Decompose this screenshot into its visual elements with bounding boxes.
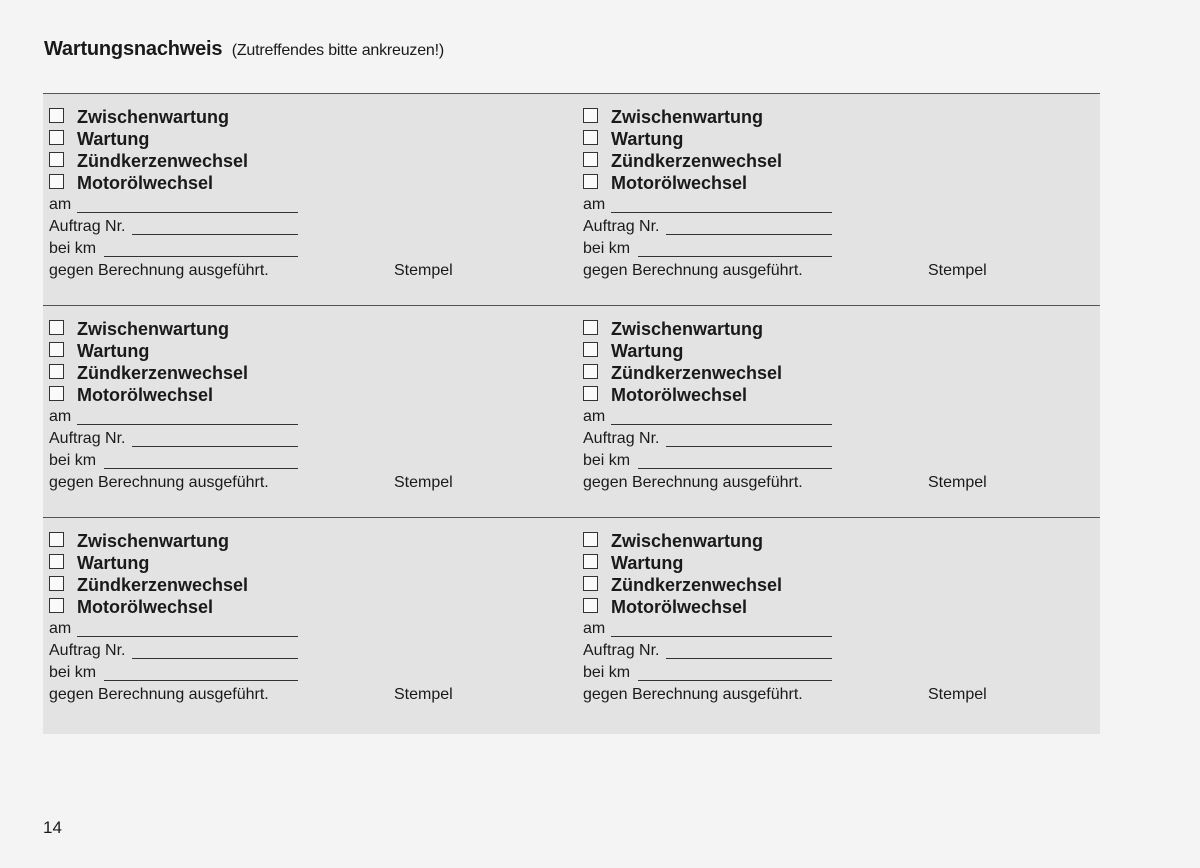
entry-footer bbox=[48, 260, 548, 282]
checkbox-zuendkerzenwechsel[interactable] bbox=[48, 574, 548, 596]
billing-text: gegen Berechnung ausgeführt. bbox=[49, 262, 269, 279]
billing-text: gegen Berechnung ausgeführt. bbox=[583, 474, 803, 491]
checkbox-label: Zündkerzenwechsel bbox=[77, 575, 249, 595]
checkbox-wartung[interactable] bbox=[48, 340, 548, 362]
checkbox-label: Zündkerzenwechsel bbox=[77, 363, 249, 383]
date-label: am bbox=[583, 408, 606, 425]
mileage-field[interactable] bbox=[48, 238, 548, 260]
checkbox-box[interactable] bbox=[49, 174, 64, 189]
checkbox-box[interactable] bbox=[49, 554, 64, 569]
date-line[interactable] bbox=[611, 424, 832, 425]
mileage-line[interactable] bbox=[638, 680, 832, 681]
checkbox-zuendkerzenwechsel[interactable] bbox=[48, 362, 548, 384]
date-field[interactable] bbox=[48, 618, 548, 640]
checkbox-zuendkerzenwechsel[interactable] bbox=[48, 150, 548, 172]
mileage-field[interactable] bbox=[48, 450, 548, 472]
checkbox-box[interactable] bbox=[583, 152, 598, 167]
checkbox-label: Motorölwechsel bbox=[77, 385, 214, 405]
checkbox-label: Zwischenwartung bbox=[77, 107, 230, 127]
date-line[interactable] bbox=[77, 212, 298, 213]
checkbox-label: Wartung bbox=[611, 129, 684, 149]
checkbox-zwischenwartung[interactable] bbox=[582, 318, 1082, 340]
order-number-line[interactable] bbox=[666, 658, 832, 659]
checkbox-zwischenwartung[interactable] bbox=[582, 530, 1082, 552]
billing-text: gegen Berechnung ausgeführt. bbox=[49, 686, 269, 703]
checkbox-label: Zündkerzenwechsel bbox=[611, 575, 783, 595]
date-field[interactable] bbox=[582, 618, 1082, 640]
date-line[interactable] bbox=[77, 424, 298, 425]
mileage-field[interactable] bbox=[582, 238, 1082, 260]
checkbox-box[interactable] bbox=[583, 386, 598, 401]
checkbox-box[interactable] bbox=[49, 320, 64, 335]
checkbox-label: Motorölwechsel bbox=[77, 173, 214, 193]
billing-text: gegen Berechnung ausgeführt. bbox=[49, 474, 269, 491]
checkbox-zwischenwartung[interactable] bbox=[582, 106, 1082, 128]
checkbox-zuendkerzenwechsel[interactable] bbox=[582, 150, 1082, 172]
checkbox-wartung[interactable] bbox=[48, 552, 548, 574]
checkbox-box[interactable] bbox=[49, 108, 64, 123]
order-number-line[interactable] bbox=[666, 234, 832, 235]
checkbox-label: Zündkerzenwechsel bbox=[77, 151, 249, 171]
stamp-label: Stempel bbox=[928, 686, 987, 703]
checkbox-zwischenwartung[interactable] bbox=[48, 106, 548, 128]
mileage-label: bei km bbox=[49, 240, 97, 257]
checkbox-motoroelwechsel[interactable] bbox=[48, 172, 548, 194]
checkbox-box[interactable] bbox=[49, 386, 64, 401]
checkbox-box[interactable] bbox=[583, 174, 598, 189]
checkbox-zwischenwartung[interactable] bbox=[48, 318, 548, 340]
mileage-line[interactable] bbox=[638, 256, 832, 257]
stamp-label: Stempel bbox=[928, 474, 987, 491]
checkbox-label: Zwischenwartung bbox=[611, 531, 764, 551]
mileage-label: bei km bbox=[583, 240, 631, 257]
checkbox-zwischenwartung[interactable] bbox=[48, 530, 548, 552]
checkbox-box[interactable] bbox=[583, 108, 598, 123]
date-label: am bbox=[49, 196, 72, 213]
date-line[interactable] bbox=[611, 636, 832, 637]
stamp-label: Stempel bbox=[394, 262, 453, 279]
order-number-line[interactable] bbox=[132, 446, 298, 447]
checkbox-box[interactable] bbox=[583, 598, 598, 613]
checkbox-label: Zwischenwartung bbox=[77, 531, 230, 551]
checkbox-label: Zwischenwartung bbox=[611, 107, 764, 127]
billing-text: gegen Berechnung ausgeführt. bbox=[583, 262, 803, 279]
checkbox-label: Motorölwechsel bbox=[77, 597, 214, 617]
stamp-label: Stempel bbox=[928, 262, 987, 279]
mileage-line[interactable] bbox=[104, 256, 298, 257]
checkbox-motoroelwechsel[interactable] bbox=[582, 596, 1082, 618]
order-number-field[interactable] bbox=[48, 216, 548, 238]
mileage-line[interactable] bbox=[104, 680, 298, 681]
date-field[interactable] bbox=[582, 194, 1082, 216]
checkbox-zuendkerzenwechsel[interactable] bbox=[582, 574, 1082, 596]
maintenance-row bbox=[43, 518, 1100, 729]
date-field[interactable] bbox=[48, 406, 548, 428]
order-number-line[interactable] bbox=[132, 234, 298, 235]
title-text: Wartungsnachweis bbox=[44, 38, 223, 60]
checkbox-box[interactable] bbox=[49, 152, 64, 167]
date-label: am bbox=[583, 196, 606, 213]
entry-footer bbox=[48, 684, 548, 706]
checkbox-box[interactable] bbox=[49, 364, 64, 379]
checkbox-label: Motorölwechsel bbox=[611, 597, 748, 617]
checkbox-box[interactable] bbox=[583, 342, 598, 357]
mileage-line[interactable] bbox=[638, 468, 832, 469]
checkbox-box[interactable] bbox=[49, 532, 64, 547]
checkbox-motoroelwechsel[interactable] bbox=[48, 384, 548, 406]
checkbox-label: Wartung bbox=[77, 129, 150, 149]
stamp-label: Stempel bbox=[394, 474, 453, 491]
checkbox-box[interactable] bbox=[49, 130, 64, 145]
billing-text: gegen Berechnung ausgeführt. bbox=[583, 686, 803, 703]
maintenance-grid bbox=[43, 93, 1100, 734]
page-number: 14 bbox=[43, 818, 62, 837]
checkbox-box[interactable] bbox=[49, 342, 64, 357]
entry-footer bbox=[582, 684, 1082, 706]
date-label: am bbox=[49, 620, 72, 637]
maintenance-entry bbox=[48, 318, 548, 513]
maintenance-entry bbox=[582, 106, 1082, 301]
date-line[interactable] bbox=[611, 212, 832, 213]
entry-footer bbox=[582, 472, 1082, 494]
maintenance-row bbox=[43, 306, 1100, 518]
order-number-field[interactable] bbox=[582, 216, 1082, 238]
mileage-label: bei km bbox=[583, 452, 631, 469]
checkbox-wartung[interactable] bbox=[48, 128, 548, 150]
maintenance-entry bbox=[48, 530, 548, 725]
order-number-label: Auftrag Nr. bbox=[49, 218, 126, 235]
mileage-label: bei km bbox=[49, 452, 97, 469]
order-number-label: Auftrag Nr. bbox=[583, 430, 660, 447]
checkbox-box[interactable] bbox=[49, 576, 64, 591]
order-number-label: Auftrag Nr. bbox=[583, 218, 660, 235]
checkbox-label: Wartung bbox=[611, 553, 684, 573]
checkbox-label: Zündkerzenwechsel bbox=[611, 151, 783, 171]
checkbox-label: Wartung bbox=[77, 553, 150, 573]
order-number-line[interactable] bbox=[132, 658, 298, 659]
order-number-label: Auftrag Nr. bbox=[49, 642, 126, 659]
checkbox-wartung[interactable] bbox=[582, 552, 1082, 574]
stamp-label: Stempel bbox=[394, 686, 453, 703]
maintenance-entry bbox=[582, 530, 1082, 725]
checkbox-label: Zwischenwartung bbox=[77, 319, 230, 339]
mileage-field[interactable] bbox=[582, 662, 1082, 684]
checkbox-box[interactable] bbox=[583, 320, 598, 335]
mileage-label: bei km bbox=[583, 664, 631, 681]
order-number-label: Auftrag Nr. bbox=[583, 642, 660, 659]
checkbox-label: Wartung bbox=[77, 341, 150, 361]
date-line[interactable] bbox=[77, 636, 298, 637]
checkbox-box[interactable] bbox=[49, 598, 64, 613]
checkbox-label: Zündkerzenwechsel bbox=[611, 363, 783, 383]
checkbox-motoroelwechsel[interactable] bbox=[582, 384, 1082, 406]
order-number-field[interactable] bbox=[582, 640, 1082, 662]
title-note: (Zutreffendes bitte ankreuzen!) bbox=[231, 42, 444, 59]
order-number-line[interactable] bbox=[666, 446, 832, 447]
order-number-label: Auftrag Nr. bbox=[49, 430, 126, 447]
checkbox-wartung[interactable] bbox=[582, 128, 1082, 150]
checkbox-motoroelwechsel[interactable] bbox=[48, 596, 548, 618]
order-number-field[interactable] bbox=[582, 428, 1082, 450]
checkbox-zuendkerzenwechsel[interactable] bbox=[582, 362, 1082, 384]
date-field[interactable] bbox=[582, 406, 1082, 428]
checkbox-label: Motorölwechsel bbox=[611, 385, 748, 405]
order-number-field[interactable] bbox=[48, 428, 548, 450]
date-field[interactable] bbox=[48, 194, 548, 216]
checkbox-wartung[interactable] bbox=[582, 340, 1082, 362]
checkbox-label: Zwischenwartung bbox=[611, 319, 764, 339]
mileage-line[interactable] bbox=[104, 468, 298, 469]
date-label: am bbox=[583, 620, 606, 637]
entry-footer bbox=[582, 260, 1082, 282]
date-label: am bbox=[49, 408, 72, 425]
order-number-field[interactable] bbox=[48, 640, 548, 662]
maintenance-row bbox=[43, 94, 1100, 306]
checkbox-label: Motorölwechsel bbox=[611, 173, 748, 193]
checkbox-box[interactable] bbox=[583, 130, 598, 145]
page-title bbox=[44, 38, 444, 61]
mileage-field[interactable] bbox=[48, 662, 548, 684]
mileage-label: bei km bbox=[49, 664, 97, 681]
mileage-field[interactable] bbox=[582, 450, 1082, 472]
checkbox-motoroelwechsel[interactable] bbox=[582, 172, 1082, 194]
checkbox-box[interactable] bbox=[583, 364, 598, 379]
checkbox-box[interactable] bbox=[583, 532, 598, 547]
entry-footer bbox=[48, 472, 548, 494]
checkbox-label: Wartung bbox=[611, 341, 684, 361]
checkbox-box[interactable] bbox=[583, 554, 598, 569]
checkbox-box[interactable] bbox=[583, 576, 598, 591]
maintenance-entry bbox=[48, 106, 548, 301]
maintenance-entry bbox=[582, 318, 1082, 513]
